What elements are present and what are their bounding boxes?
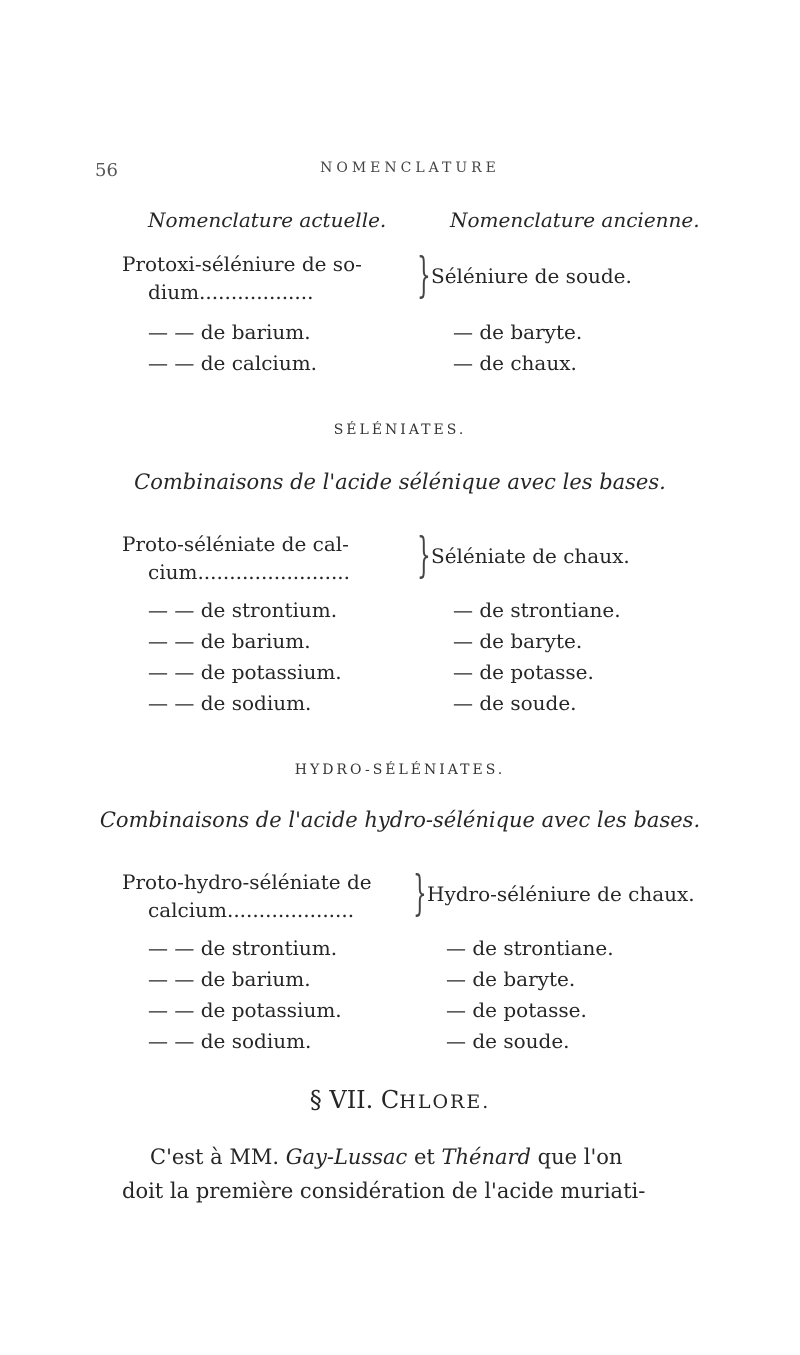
row-right: — de baryte. bbox=[446, 967, 576, 991]
row-left: — — de barium. bbox=[148, 967, 311, 991]
section-heading: HYDRO-SÉLÉNIATES. bbox=[294, 762, 506, 778]
row-right: — de chaux. bbox=[453, 351, 577, 375]
text-run: que l'on bbox=[531, 1145, 623, 1169]
row-right: — de strontiane. bbox=[453, 598, 621, 622]
text-run: et bbox=[407, 1145, 442, 1169]
name-gay-lussac: Gay-Lussac bbox=[285, 1145, 408, 1169]
row-right: — de potasse. bbox=[453, 660, 594, 684]
brace-mark: } bbox=[417, 247, 431, 303]
row-left: — — de potassium. bbox=[148, 998, 342, 1022]
section-numeral: VII. bbox=[329, 1086, 374, 1114]
entry-left-line2: calcium.................... bbox=[148, 898, 355, 922]
heading-rest: HLORE. bbox=[399, 1091, 491, 1113]
entry-left-line2: cium........................ bbox=[148, 560, 351, 584]
row-left: — — de sodium. bbox=[148, 691, 312, 715]
row-right: — de soude. bbox=[453, 691, 577, 715]
section-subtitle: Combinaisons de l'acide hydro-sélénique avec les bases. bbox=[99, 808, 701, 832]
chapter-heading bbox=[0, 1086, 800, 1114]
text-run: C'est à MM. bbox=[150, 1145, 286, 1169]
row-left: — — de sodium. bbox=[148, 1029, 312, 1053]
heading-initial: C bbox=[380, 1086, 400, 1114]
entry-right: Séléniate de chaux. bbox=[431, 544, 630, 568]
page-number: 56 bbox=[95, 160, 118, 181]
section-heading: SÉLÉNIATES. bbox=[333, 422, 467, 438]
entry-left-line1: Proto-hydro-séléniate de bbox=[122, 870, 372, 894]
column-header-current: Nomenclature actuelle. bbox=[148, 208, 387, 232]
entry-left-line2: dium.................. bbox=[148, 280, 314, 304]
entry-right: Séléniure de soude. bbox=[431, 264, 632, 288]
brace-mark: } bbox=[413, 865, 427, 921]
column-header-old: Nomenclature ancienne. bbox=[450, 208, 700, 232]
entry-left-line1: Proto-séléniate de cal- bbox=[122, 532, 349, 556]
name-thenard: Thénard bbox=[441, 1145, 531, 1169]
row-right: — de strontiane. bbox=[446, 936, 614, 960]
row-right: — de baryte. bbox=[453, 629, 583, 653]
section-subtitle: Combinaisons de l'acide sélénique avec les bases. bbox=[134, 470, 666, 494]
section-sign: § bbox=[309, 1086, 322, 1114]
brace-mark: } bbox=[417, 527, 431, 583]
row-left: — — de calcium. bbox=[148, 351, 318, 375]
paragraph-line2: doit la première considération de l'acide muriati- bbox=[122, 1179, 646, 1203]
row-left: — — de strontium. bbox=[148, 936, 338, 960]
row-right: — de soude. bbox=[446, 1029, 570, 1053]
row-right: — de baryte. bbox=[453, 320, 583, 344]
running-head: NOMENCLATURE bbox=[320, 160, 500, 176]
row-right: — de potasse. bbox=[446, 998, 587, 1022]
row-left: — — de potassium. bbox=[148, 660, 342, 684]
paragraph-line1 bbox=[150, 1140, 622, 1174]
row-left: — — de strontium. bbox=[148, 598, 338, 622]
row-left: — — de barium. bbox=[148, 629, 311, 653]
entry-left-line1: Protoxi-séléniure de so- bbox=[122, 252, 362, 276]
entry-right: Hydro-séléniure de chaux. bbox=[427, 882, 695, 906]
row-left: — — de barium. bbox=[148, 320, 311, 344]
